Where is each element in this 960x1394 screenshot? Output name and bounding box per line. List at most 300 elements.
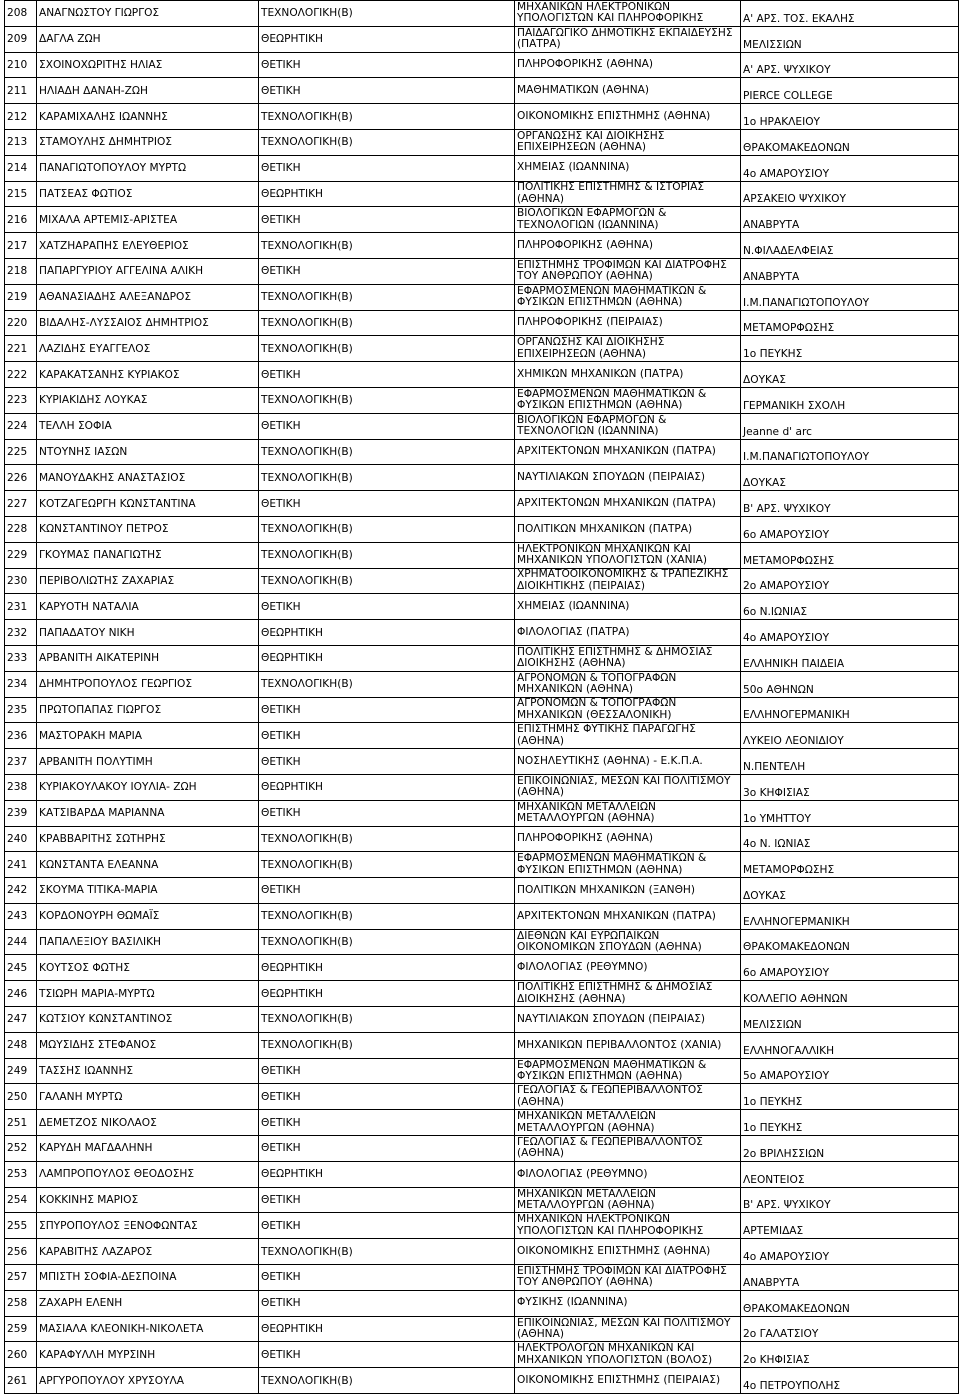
exam-field-cell: ΘΕΤΙΚΗ bbox=[259, 1084, 515, 1110]
row-number-cell: 209 bbox=[5, 26, 37, 52]
admitted-department-cell: ΟΡΓΑΝΩΣΗΣ ΚΑΙ ΔΙΟΙΚΗΣΗΣ ΕΠΙΧΕΙΡΗΣΕΩΝ (ΑΘΗΝΑ) bbox=[515, 336, 741, 362]
admitted-department-cell: ΠΟΛΙΤΙΚΗΣ ΕΠΙΣΤΗΜΗΣ & ΔΗΜΟΣΙΑΣ ΔΙΟΙΚΗΣΗΣ (ΑΘΗΝΑ) bbox=[515, 645, 741, 671]
table-row bbox=[5, 310, 959, 336]
row-number-cell: 237 bbox=[5, 749, 37, 775]
admitted-department-cell: ΜΗΧΑΝΙΚΩΝ ΜΕΤΑΛΛΕΙΩΝ ΜΕΤΑΛΛΟΥΡΓΩΝ (ΑΘΗΝΑ) bbox=[515, 1110, 741, 1136]
row-number-cell: 208 bbox=[5, 1, 37, 27]
exam-field-cell: ΘΕΤΙΚΗ bbox=[259, 413, 515, 439]
student-name-cell: ΜΑΣΙΑΛΑ ΚΛΕΟΝΙΚΗ-ΝΙΚΟΛΕΤΑ bbox=[37, 1316, 259, 1342]
admitted-department-cell: ΝΑΥΤΙΛΙΑΚΩΝ ΣΠΟΥΔΩΝ (ΠΕΙΡΑΙΑΣ) bbox=[515, 1007, 741, 1033]
student-name-cell: ΠΑΠΑΡΓΥΡΙΟΥ ΑΓΓΕΛΙΝΑ ΑΛΙΚΗ bbox=[37, 258, 259, 284]
high-school-cell: ΑΡΤΕΜΙΔΑΣ bbox=[741, 1213, 959, 1239]
high-school-cell: 3ο ΚΗΦΙΣΙΑΣ bbox=[741, 774, 959, 800]
exam-field-cell: ΘΕΩΡΗΤΙΚΗ bbox=[259, 774, 515, 800]
student-name-cell: ΔΗΜΗΤΡΟΠΟΥΛΟΣ ΓΕΩΡΓΙΟΣ bbox=[37, 671, 259, 697]
row-number-cell: 261 bbox=[5, 1368, 37, 1394]
high-school-cell: Ι.Μ.ΠΑΝΑΓΙΩΤΟΠΟΥΛΟΥ bbox=[741, 284, 959, 310]
table-row bbox=[5, 516, 959, 542]
high-school-cell: ΜΕΤΑΜΟΡΦΩΣΗΣ bbox=[741, 542, 959, 568]
admitted-department-cell: ΕΠΙΚΟΙΝΩΝΙΑΣ, ΜΕΣΩΝ ΚΑΙ ΠΟΛΙΤΙΣΜΟΥ (ΑΘΗΝΑ) bbox=[515, 1316, 741, 1342]
admitted-department-cell: ΕΠΙΣΤΗΜΗΣ ΦΥΤΙΚΗΣ ΠΑΡΑΓΩΓΗΣ (ΑΘΗΝΑ) bbox=[515, 723, 741, 749]
exam-field-cell: ΘΕΤΙΚΗ bbox=[259, 155, 515, 181]
row-number-cell: 218 bbox=[5, 258, 37, 284]
exam-field-cell: ΘΕΤΙΚΗ bbox=[259, 207, 515, 233]
admitted-department-cell: ΟΙΚΟΝΟΜΙΚΗΣ ΕΠΙΣΤΗΜΗΣ (ΑΘΗΝΑ) bbox=[515, 1239, 741, 1265]
row-number-cell: 250 bbox=[5, 1084, 37, 1110]
student-name-cell: ΚΟΥΤΣΟΣ ΦΩΤΗΣ bbox=[37, 955, 259, 981]
exam-field-cell: ΤΕΧΝΟΛΟΓΙΚΗ(Β) bbox=[259, 129, 515, 155]
table-row bbox=[5, 155, 959, 181]
exam-field-cell: ΘΕΩΡΗΤΙΚΗ bbox=[259, 645, 515, 671]
exam-field-cell: ΤΕΧΝΟΛΟΓΙΚΗ(Β) bbox=[259, 542, 515, 568]
exam-field-cell: ΤΕΧΝΟΛΟΓΙΚΗ(Β) bbox=[259, 284, 515, 310]
row-number-cell: 219 bbox=[5, 284, 37, 310]
row-number-cell: 242 bbox=[5, 878, 37, 904]
admitted-department-cell: ΠΟΛΙΤΙΚΩΝ ΜΗΧΑΝΙΚΩΝ (ΞΑΝΘΗ) bbox=[515, 878, 741, 904]
high-school-cell: 4ο ΑΜΑΡΟΥΣΙΟΥ bbox=[741, 155, 959, 181]
table-row bbox=[5, 852, 959, 878]
table-row bbox=[5, 981, 959, 1007]
admitted-department-cell: ΟΡΓΑΝΩΣΗΣ ΚΑΙ ΔΙΟΙΚΗΣΗΣ ΕΠΙΧΕΙΡΗΣΕΩΝ (ΑΘΗΝΑ) bbox=[515, 129, 741, 155]
admitted-department-cell: ΝΟΣΗΛΕΥΤΙΚΗΣ (ΑΘΗΝΑ) - Ε.Κ.Π.Α. bbox=[515, 749, 741, 775]
exam-field-cell: ΤΕΧΝΟΛΟΓΙΚΗ(Β) bbox=[259, 1239, 515, 1265]
high-school-cell: Jeanne d' arc bbox=[741, 413, 959, 439]
high-school-cell: 1ο ΠΕΥΚΗΣ bbox=[741, 1084, 959, 1110]
student-name-cell: ΚΟΚΚΙΝΗΣ ΜΑΡΙΟΣ bbox=[37, 1187, 259, 1213]
exam-field-cell: ΘΕΤΙΚΗ bbox=[259, 800, 515, 826]
student-name-cell: ΑΡΓΥΡΟΠΟΥΛΟΥ ΧΡΥΣΟΥΛΑ bbox=[37, 1368, 259, 1394]
row-number-cell: 256 bbox=[5, 1239, 37, 1265]
exam-field-cell: ΘΕΩΡΗΤΙΚΗ bbox=[259, 955, 515, 981]
table-row bbox=[5, 568, 959, 594]
admitted-department-cell: ΠΛΗΡΟΦΟΡΙΚΗΣ (ΠΕΙΡΑΙΑΣ) bbox=[515, 310, 741, 336]
high-school-cell: ΕΛΛΗΝΙΚΗ ΠΑΙΔΕΙΑ bbox=[741, 645, 959, 671]
admitted-department-cell: ΕΦΑΡΜΟΣΜΕΝΩΝ ΜΑΘΗΜΑΤΙΚΩΝ & ΦΥΣΙΚΩΝ ΕΠΙΣΤΗΜΩΝ (ΑΘΗΝΑ) bbox=[515, 284, 741, 310]
table-row bbox=[5, 878, 959, 904]
row-number-cell: 245 bbox=[5, 955, 37, 981]
admitted-department-cell: ΠΟΛΙΤΙΚΗΣ ΕΠΙΣΤΗΜΗΣ & ΔΗΜΟΣΙΑΣ ΔΙΟΙΚΗΣΗΣ (ΑΘΗΝΑ) bbox=[515, 981, 741, 1007]
table-row bbox=[5, 1187, 959, 1213]
high-school-cell: ΑΡΣΑΚΕΙΟ ΨΥΧΙΚΟΥ bbox=[741, 181, 959, 207]
exam-field-cell: ΤΕΧΝΟΛΟΓΙΚΗ(Β) bbox=[259, 310, 515, 336]
admitted-department-cell: ΑΡΧΙΤΕΚΤΟΝΩΝ ΜΗΧΑΝΙΚΩΝ (ΠΑΤΡΑ) bbox=[515, 439, 741, 465]
high-school-cell: ΓΕΡΜΑΝΙΚΗ ΣΧΟΛΗ bbox=[741, 387, 959, 413]
student-name-cell: ΚΑΡΥΔΗ ΜΑΓΔΑΛΗΝΗ bbox=[37, 1136, 259, 1162]
student-name-cell: ΠΑΠΑΔΑΤΟΥ ΝΙΚΗ bbox=[37, 620, 259, 646]
row-number-cell: 258 bbox=[5, 1290, 37, 1316]
admitted-department-cell: ΗΛΕΚΤΡΟΛΟΓΩΝ ΜΗΧΑΝΙΚΩΝ ΚΑΙ ΜΗΧΑΝΙΚΩΝ ΥΠΟΛΟΓΙΣΤΩΝ (ΒΟΛΟΣ) bbox=[515, 1342, 741, 1368]
student-name-cell: ΛΑΜΠΡΟΠΟΥΛΟΣ ΘΕΟΔΟΣΗΣ bbox=[37, 1161, 259, 1187]
student-name-cell: ΤΕΛΛΗ ΣΟΦΙΑ bbox=[37, 413, 259, 439]
row-number-cell: 221 bbox=[5, 336, 37, 362]
student-name-cell: ΣΠΥΡΟΠΟΥΛΟΣ ΞΕΝΟΦΩΝΤΑΣ bbox=[37, 1213, 259, 1239]
student-name-cell: ΝΤΟΥΝΗΣ ΙΑΣΩΝ bbox=[37, 439, 259, 465]
high-school-cell: ΔΟΥΚΑΣ bbox=[741, 362, 959, 388]
high-school-cell: ΜΕΤΑΜΟΡΦΩΣΗΣ bbox=[741, 852, 959, 878]
exam-field-cell: ΘΕΤΙΚΗ bbox=[259, 723, 515, 749]
table-row bbox=[5, 903, 959, 929]
table-row bbox=[5, 1032, 959, 1058]
high-school-cell: ΘΡΑΚΟΜΑΚΕΔΟΝΩΝ bbox=[741, 929, 959, 955]
admitted-department-cell: ΧΗΜΕΙΑΣ (ΙΩΑΝΝΙΝΑ) bbox=[515, 594, 741, 620]
row-number-cell: 260 bbox=[5, 1342, 37, 1368]
admitted-department-cell: ΔΙΕΘΝΩΝ ΚΑΙ ΕΥΡΩΠΑΪΚΩΝ ΟΙΚΟΝΟΜΙΚΩΝ ΣΠΟΥΔΩΝ (ΑΘΗΝΑ) bbox=[515, 929, 741, 955]
table-row bbox=[5, 207, 959, 233]
table-row bbox=[5, 387, 959, 413]
exam-field-cell: ΘΕΤΙΚΗ bbox=[259, 1136, 515, 1162]
student-name-cell: ΗΛΙΑΔΗ ΔΑΝΑΗ-ΖΩΗ bbox=[37, 78, 259, 104]
student-name-cell: ΖΑΧΑΡΗ ΕΛΕΝΗ bbox=[37, 1290, 259, 1316]
exam-field-cell: ΤΕΧΝΟΛΟΓΙΚΗ(Β) bbox=[259, 516, 515, 542]
admitted-department-cell: ΓΕΩΛΟΓΙΑΣ & ΓΕΩΠΕΡΙΒΑΛΛΟΝΤΟΣ (ΑΘΗΝΑ) bbox=[515, 1136, 741, 1162]
exam-field-cell: ΘΕΩΡΗΤΙΚΗ bbox=[259, 26, 515, 52]
student-name-cell: ΠΑΝΑΓΙΩΤΟΠΟΥΛΟΥ ΜΥΡΤΩ bbox=[37, 155, 259, 181]
row-number-cell: 222 bbox=[5, 362, 37, 388]
row-number-cell: 216 bbox=[5, 207, 37, 233]
student-name-cell: ΚΑΤΣΙΒΑΡΔΑ ΜΑΡΙΑΝΝΑ bbox=[37, 800, 259, 826]
student-name-cell: ΓΚΟΥΜΑΣ ΠΑΝΑΓΙΩΤΗΣ bbox=[37, 542, 259, 568]
row-number-cell: 235 bbox=[5, 697, 37, 723]
admitted-department-cell: ΕΠΙΣΤΗΜΗΣ ΤΡΟΦΙΜΩΝ ΚΑΙ ΔΙΑΤΡΟΦΗΣ ΤΟΥ ΑΝΘΡΩΠΟΥ (ΑΘΗΝΑ) bbox=[515, 1265, 741, 1291]
table-row bbox=[5, 1368, 959, 1394]
high-school-cell: PIERCE COLLEGE bbox=[741, 78, 959, 104]
table-row bbox=[5, 129, 959, 155]
table-row bbox=[5, 1136, 959, 1162]
exam-field-cell: ΤΕΧΝΟΛΟΓΙΚΗ(Β) bbox=[259, 1, 515, 27]
table-row bbox=[5, 774, 959, 800]
table-row bbox=[5, 1316, 959, 1342]
exam-field-cell: ΤΕΧΝΟΛΟΓΙΚΗ(Β) bbox=[259, 852, 515, 878]
high-school-cell: Β' ΑΡΣ. ΨΥΧΙΚΟΥ bbox=[741, 1187, 959, 1213]
admitted-department-cell: ΑΡΧΙΤΕΚΤΟΝΩΝ ΜΗΧΑΝΙΚΩΝ (ΠΑΤΡΑ) bbox=[515, 491, 741, 517]
table-row bbox=[5, 1, 959, 27]
student-name-cell: ΠΑΠΑΛΕΞΙΟΥ ΒΑΣΙΛΙΚΗ bbox=[37, 929, 259, 955]
student-name-cell: ΚΟΤΖΑΓΕΩΡΓΗ ΚΩΝΣΤΑΝΤΙΝΑ bbox=[37, 491, 259, 517]
row-number-cell: 213 bbox=[5, 129, 37, 155]
exam-field-cell: ΘΕΤΙΚΗ bbox=[259, 1058, 515, 1084]
row-number-cell: 215 bbox=[5, 181, 37, 207]
table-row bbox=[5, 800, 959, 826]
student-name-cell: ΚΩΝΣΤΑΝΤΙΝΟΥ ΠΕΤΡΟΣ bbox=[37, 516, 259, 542]
high-school-cell: 1ο ΠΕΥΚΗΣ bbox=[741, 336, 959, 362]
row-number-cell: 254 bbox=[5, 1187, 37, 1213]
table-row bbox=[5, 413, 959, 439]
admitted-department-cell: ΦΙΛΟΛΟΓΙΑΣ (ΠΑΤΡΑ) bbox=[515, 620, 741, 646]
high-school-cell: ΘΡΑΚΟΜΑΚΕΔΟΝΩΝ bbox=[741, 1290, 959, 1316]
row-number-cell: 225 bbox=[5, 439, 37, 465]
admitted-department-cell: ΠΟΛΙΤΙΚΩΝ ΜΗΧΑΝΙΚΩΝ (ΠΑΤΡΑ) bbox=[515, 516, 741, 542]
admitted-department-cell: ΜΗΧΑΝΙΚΩΝ ΠΕΡΙΒΑΛΛΟΝΤΟΣ (ΧΑΝΙΑ) bbox=[515, 1032, 741, 1058]
row-number-cell: 244 bbox=[5, 929, 37, 955]
admitted-department-cell: ΦΥΣΙΚΗΣ (ΙΩΑΝΝΙΝΑ) bbox=[515, 1290, 741, 1316]
student-name-cell: ΠΕΡΙΒΟΛΙΩΤΗΣ ΖΑΧΑΡΙΑΣ bbox=[37, 568, 259, 594]
table-row bbox=[5, 336, 959, 362]
table-row bbox=[5, 362, 959, 388]
admitted-department-cell: ΟΙΚΟΝΟΜΙΚΗΣ ΕΠΙΣΤΗΜΗΣ (ΠΕΙΡΑΙΑΣ) bbox=[515, 1368, 741, 1394]
exam-field-cell: ΘΕΩΡΗΤΙΚΗ bbox=[259, 181, 515, 207]
student-name-cell: ΔΕΜΕΤΖΟΣ ΝΙΚΟΛΑΟΣ bbox=[37, 1110, 259, 1136]
high-school-cell: 1ο ΠΕΥΚΗΣ bbox=[741, 1110, 959, 1136]
exam-field-cell: ΘΕΤΙΚΗ bbox=[259, 878, 515, 904]
table-row bbox=[5, 1058, 959, 1084]
exam-field-cell: ΤΕΧΝΟΛΟΓΙΚΗ(Β) bbox=[259, 1007, 515, 1033]
student-name-cell: ΠΑΤΣΕΑΣ ΦΩΤΙΟΣ bbox=[37, 181, 259, 207]
student-name-cell: ΚΥΡΙΑΚΙΔΗΣ ΛΟΥΚΑΣ bbox=[37, 387, 259, 413]
high-school-cell: Ν.ΠΕΝΤΕΛΗ bbox=[741, 749, 959, 775]
row-number-cell: 252 bbox=[5, 1136, 37, 1162]
row-number-cell: 251 bbox=[5, 1110, 37, 1136]
high-school-cell: ΕΛΛΗΝΟΓΑΛΛΙΚΗ bbox=[741, 1032, 959, 1058]
row-number-cell: 224 bbox=[5, 413, 37, 439]
student-name-cell: ΚΑΡΑΜΙΧΑΛΗΣ ΙΩΑΝΝΗΣ bbox=[37, 104, 259, 130]
admitted-department-cell: ΧΡΗΜΑΤΟΟΙΚΟΝΟΜΙΚΗΣ & ΤΡΑΠΕΖΙΚΗΣ ΔΙΟΙΚΗΤΙΚΗΣ (ΠΕΙΡΑΙΑΣ) bbox=[515, 568, 741, 594]
student-name-cell: ΣΧΟΙΝΟΧΩΡΙΤΗΣ ΗΛΙΑΣ bbox=[37, 52, 259, 78]
table-row bbox=[5, 645, 959, 671]
high-school-cell: Ν.ΦΙΛΑΔΕΛΦΕΙΑΣ bbox=[741, 233, 959, 259]
row-number-cell: 246 bbox=[5, 981, 37, 1007]
high-school-cell: ΕΛΛΗΝΟΓΕΡΜΑΝΙΚΗ bbox=[741, 697, 959, 723]
admitted-department-cell: ΕΦΑΡΜΟΣΜΕΝΩΝ ΜΑΘΗΜΑΤΙΚΩΝ & ΦΥΣΙΚΩΝ ΕΠΙΣΤΗΜΩΝ (ΑΘΗΝΑ) bbox=[515, 387, 741, 413]
admitted-department-cell: ΕΦΑΡΜΟΣΜΕΝΩΝ ΜΑΘΗΜΑΤΙΚΩΝ & ΦΥΣΙΚΩΝ ΕΠΙΣΤΗΜΩΝ (ΑΘΗΝΑ) bbox=[515, 852, 741, 878]
high-school-cell: 2ο ΓΑΛΑΤΣΙΟΥ bbox=[741, 1316, 959, 1342]
high-school-cell: 2ο ΑΜΑΡΟΥΣΙΟΥ bbox=[741, 568, 959, 594]
row-number-cell: 236 bbox=[5, 723, 37, 749]
admitted-department-cell: ΠΛΗΡΟΦΟΡΙΚΗΣ (ΑΘΗΝΑ) bbox=[515, 826, 741, 852]
high-school-cell: 4ο ΑΜΑΡΟΥΣΙΟΥ bbox=[741, 620, 959, 646]
table-row bbox=[5, 542, 959, 568]
row-number-cell: 248 bbox=[5, 1032, 37, 1058]
exam-field-cell: ΤΕΧΝΟΛΟΓΙΚΗ(Β) bbox=[259, 826, 515, 852]
exam-field-cell: ΘΕΤΙΚΗ bbox=[259, 362, 515, 388]
high-school-cell: 1ο ΥΜΗΤΤΟΥ bbox=[741, 800, 959, 826]
high-school-cell: Ι.Μ.ΠΑΝΑΓΙΩΤΟΠΟΥΛΟΥ bbox=[741, 439, 959, 465]
high-school-cell: ΜΕΛΙΣΣΙΩΝ bbox=[741, 1007, 959, 1033]
table-row bbox=[5, 1161, 959, 1187]
admitted-department-cell: ΠΑΙΔΑΓΩΓΙΚΟ ΔΗΜΟΤΙΚΗΣ ΕΚΠΑΙΔΕΥΣΗΣ (ΠΑΤΡΑ) bbox=[515, 26, 741, 52]
exam-field-cell: ΤΕΧΝΟΛΟΓΙΚΗ(Β) bbox=[259, 336, 515, 362]
student-name-cell: ΓΑΛΑΝΗ ΜΥΡΤΩ bbox=[37, 1084, 259, 1110]
student-name-cell: ΤΑΣΣΗΣ ΙΩΑΝΝΗΣ bbox=[37, 1058, 259, 1084]
exam-field-cell: ΤΕΧΝΟΛΟΓΙΚΗ(Β) bbox=[259, 1368, 515, 1394]
table-row bbox=[5, 233, 959, 259]
student-name-cell: ΚΡΑΒΒΑΡΙΤΗΣ ΣΩΤΗΡΗΣ bbox=[37, 826, 259, 852]
admitted-department-cell: ΗΛΕΚΤΡΟΝΙΚΩΝ ΜΗΧΑΝΙΚΩΝ ΚΑΙ ΜΗΧΑΝΙΚΩΝ ΥΠΟΛΟΓΙΣΤΩΝ (ΧΑΝΙΑ) bbox=[515, 542, 741, 568]
table-row bbox=[5, 620, 959, 646]
exam-field-cell: ΘΕΤΙΚΗ bbox=[259, 1265, 515, 1291]
table-row bbox=[5, 1290, 959, 1316]
row-number-cell: 233 bbox=[5, 645, 37, 671]
table-row bbox=[5, 1342, 959, 1368]
table-row bbox=[5, 749, 959, 775]
table-row bbox=[5, 697, 959, 723]
admitted-department-cell: ΑΡΧΙΤΕΚΤΟΝΩΝ ΜΗΧΑΝΙΚΩΝ (ΠΑΤΡΑ) bbox=[515, 903, 741, 929]
row-number-cell: 241 bbox=[5, 852, 37, 878]
student-name-cell: ΚΑΡΑΦΥΛΛΗ ΜΥΡΣΙΝΗ bbox=[37, 1342, 259, 1368]
student-name-cell: ΔΑΓΛΑ ΖΩΗ bbox=[37, 26, 259, 52]
student-name-cell: ΣΚΟΥΜΑ ΤΙΤΙΚΑ-ΜΑΡΙΑ bbox=[37, 878, 259, 904]
high-school-cell: 6ο ΑΜΑΡΟΥΣΙΟΥ bbox=[741, 516, 959, 542]
high-school-cell: Α' ΑΡΣ. ΨΥΧΙΚΟΥ bbox=[741, 52, 959, 78]
table-row bbox=[5, 181, 959, 207]
row-number-cell: 247 bbox=[5, 1007, 37, 1033]
high-school-cell: 2ο ΚΗΦΙΣΙΑΣ bbox=[741, 1342, 959, 1368]
student-name-cell: ΒΙΔΑΛΗΣ-ΛΥΣΣΑΙΟΣ ΔΗΜΗΤΡΙΟΣ bbox=[37, 310, 259, 336]
high-school-cell: 4ο ΑΜΑΡΟΥΣΙΟΥ bbox=[741, 1239, 959, 1265]
admitted-department-cell: ΦΙΛΟΛΟΓΙΑΣ (ΡΕΘΥΜΝΟ) bbox=[515, 955, 741, 981]
admitted-department-cell: ΠΟΛΙΤΙΚΗΣ ΕΠΙΣΤΗΜΗΣ & ΙΣΤΟΡΙΑΣ (ΑΘΗΝΑ) bbox=[515, 181, 741, 207]
table-row bbox=[5, 1110, 959, 1136]
row-number-cell: 226 bbox=[5, 465, 37, 491]
table-row bbox=[5, 1213, 959, 1239]
table-row bbox=[5, 826, 959, 852]
row-number-cell: 211 bbox=[5, 78, 37, 104]
table-row bbox=[5, 671, 959, 697]
high-school-cell: ΔΟΥΚΑΣ bbox=[741, 465, 959, 491]
table-row bbox=[5, 955, 959, 981]
exam-field-cell: ΤΕΧΝΟΛΟΓΙΚΗ(Β) bbox=[259, 465, 515, 491]
high-school-cell: ΚΟΛΛΕΓΙΟ ΑΘΗΝΩΝ bbox=[741, 981, 959, 1007]
admitted-department-cell: ΕΦΑΡΜΟΣΜΕΝΩΝ ΜΑΘΗΜΑΤΙΚΩΝ & ΦΥΣΙΚΩΝ ΕΠΙΣΤΗΜΩΝ (ΑΘΗΝΑ) bbox=[515, 1058, 741, 1084]
row-number-cell: 255 bbox=[5, 1213, 37, 1239]
high-school-cell: 1ο ΗΡΑΚΛΕΙΟΥ bbox=[741, 104, 959, 130]
student-name-cell: ΚΑΡΑΒΙΤΗΣ ΛΑΖΑΡΟΣ bbox=[37, 1239, 259, 1265]
results-table-body bbox=[5, 1, 959, 1394]
table-row bbox=[5, 258, 959, 284]
exam-field-cell: ΘΕΩΡΗΤΙΚΗ bbox=[259, 620, 515, 646]
results-table bbox=[4, 0, 959, 1394]
exam-field-cell: ΤΕΧΝΟΛΟΓΙΚΗ(Β) bbox=[259, 233, 515, 259]
exam-field-cell: ΘΕΤΙΚΗ bbox=[259, 78, 515, 104]
student-name-cell: ΤΣΙΩΡΗ ΜΑΡΙΑ-ΜΥΡΤΩ bbox=[37, 981, 259, 1007]
exam-field-cell: ΤΕΧΝΟΛΟΓΙΚΗ(Β) bbox=[259, 439, 515, 465]
table-row bbox=[5, 465, 959, 491]
row-number-cell: 243 bbox=[5, 903, 37, 929]
exam-field-cell: ΘΕΩΡΗΤΙΚΗ bbox=[259, 1316, 515, 1342]
admitted-department-cell: ΠΛΗΡΟΦΟΡΙΚΗΣ (ΑΘΗΝΑ) bbox=[515, 52, 741, 78]
exam-field-cell: ΘΕΤΙΚΗ bbox=[259, 52, 515, 78]
high-school-cell: ΘΡΑΚΟΜΑΚΕΔΟΝΩΝ bbox=[741, 129, 959, 155]
high-school-cell: Α' ΑΡΣ. ΤΟΣ. ΕΚΑΛΗΣ bbox=[741, 1, 959, 27]
exam-field-cell: ΘΕΤΙΚΗ bbox=[259, 594, 515, 620]
student-name-cell: ΑΘΑΝΑΣΙΑΔΗΣ ΑΛΕΞΑΝΔΡΟΣ bbox=[37, 284, 259, 310]
table-row bbox=[5, 723, 959, 749]
high-school-cell: Β' ΑΡΣ. ΨΥΧΙΚΟΥ bbox=[741, 491, 959, 517]
student-name-cell: ΚΥΡΙΑΚΟΥΛΑΚΟΥ ΙΟΥΛΙΑ- ΖΩΗ bbox=[37, 774, 259, 800]
high-school-cell: 4ο Ν. ΙΩΝΙΑΣ bbox=[741, 826, 959, 852]
admitted-department-cell: ΧΗΜΕΙΑΣ (ΙΩΑΝΝΙΝΑ) bbox=[515, 155, 741, 181]
exam-field-cell: ΤΕΧΝΟΛΟΓΙΚΗ(Β) bbox=[259, 671, 515, 697]
table-row bbox=[5, 1007, 959, 1033]
admitted-department-cell: ΜΗΧΑΝΙΚΩΝ ΜΕΤΑΛΛΕΙΩΝ ΜΕΤΑΛΛΟΥΡΓΩΝ (ΑΘΗΝΑ) bbox=[515, 1187, 741, 1213]
row-number-cell: 229 bbox=[5, 542, 37, 568]
high-school-cell: ΕΛΛΗΝΟΓΕΡΜΑΝΙΚΗ bbox=[741, 903, 959, 929]
row-number-cell: 210 bbox=[5, 52, 37, 78]
table-row bbox=[5, 1084, 959, 1110]
table-row bbox=[5, 52, 959, 78]
student-name-cell: ΜΩΥΣΙΔΗΣ ΣΤΕΦΑΝΟΣ bbox=[37, 1032, 259, 1058]
table-row bbox=[5, 1239, 959, 1265]
high-school-cell: ΑΝΑΒΡΥΤΑ bbox=[741, 258, 959, 284]
row-number-cell: 238 bbox=[5, 774, 37, 800]
table-row bbox=[5, 1265, 959, 1291]
admitted-department-cell: ΕΠΙΣΤΗΜΗΣ ΤΡΟΦΙΜΩΝ ΚΑΙ ΔΙΑΤΡΟΦΗΣ ΤΟΥ ΑΝΘΡΩΠΟΥ (ΑΘΗΝΑ) bbox=[515, 258, 741, 284]
exam-field-cell: ΤΕΧΝΟΛΟΓΙΚΗ(Β) bbox=[259, 387, 515, 413]
admitted-department-cell: ΠΛΗΡΟΦΟΡΙΚΗΣ (ΑΘΗΝΑ) bbox=[515, 233, 741, 259]
high-school-cell: 50ο ΑΘΗΝΩΝ bbox=[741, 671, 959, 697]
table-row bbox=[5, 491, 959, 517]
admitted-department-cell: ΜΗΧΑΝΙΚΩΝ ΗΛΕΚΤΡΟΝΙΚΩΝ ΥΠΟΛΟΓΙΣΤΩΝ ΚΑΙ ΠΛΗΡΟΦΟΡΙΚΗΣ bbox=[515, 1, 741, 27]
table-row bbox=[5, 78, 959, 104]
exam-field-cell: ΘΕΤΙΚΗ bbox=[259, 258, 515, 284]
student-name-cell: ΜΑΝΟΥΔΑΚΗΣ ΑΝΑΣΤΑΣΙΟΣ bbox=[37, 465, 259, 491]
table-row bbox=[5, 439, 959, 465]
exam-field-cell: ΘΕΤΙΚΗ bbox=[259, 697, 515, 723]
high-school-cell: ΑΝΑΒΡΥΤΑ bbox=[741, 1265, 959, 1291]
high-school-cell: ΔΟΥΚΑΣ bbox=[741, 878, 959, 904]
exam-field-cell: ΘΕΤΙΚΗ bbox=[259, 491, 515, 517]
table-row bbox=[5, 26, 959, 52]
row-number-cell: 257 bbox=[5, 1265, 37, 1291]
exam-field-cell: ΘΕΩΡΗΤΙΚΗ bbox=[259, 981, 515, 1007]
exam-field-cell: ΘΕΤΙΚΗ bbox=[259, 1342, 515, 1368]
admitted-department-cell: ΦΙΛΟΛΟΓΙΑΣ (ΡΕΘΥΜΝΟ) bbox=[515, 1161, 741, 1187]
row-number-cell: 214 bbox=[5, 155, 37, 181]
high-school-cell: 5ο ΑΜΑΡΟΥΣΙΟΥ bbox=[741, 1058, 959, 1084]
exam-field-cell: ΤΕΧΝΟΛΟΓΙΚΗ(Β) bbox=[259, 903, 515, 929]
student-name-cell: ΚΑΡΥΟΤΗ ΝΑΤΑΛΙΑ bbox=[37, 594, 259, 620]
exam-field-cell: ΤΕΧΝΟΛΟΓΙΚΗ(Β) bbox=[259, 568, 515, 594]
row-number-cell: 253 bbox=[5, 1161, 37, 1187]
admitted-department-cell: ΒΙΟΛΟΓΙΚΩΝ ΕΦΑΡΜΟΓΩΝ & ΤΕΧΝΟΛΟΓΙΩΝ (ΙΩΑΝΝΙΝΑ) bbox=[515, 413, 741, 439]
admitted-department-cell: ΟΙΚΟΝΟΜΙΚΗΣ ΕΠΙΣΤΗΜΗΣ (ΑΘΗΝΑ) bbox=[515, 104, 741, 130]
admitted-department-cell: ΜΑΘΗΜΑΤΙΚΩΝ (ΑΘΗΝΑ) bbox=[515, 78, 741, 104]
table-row bbox=[5, 284, 959, 310]
row-number-cell: 234 bbox=[5, 671, 37, 697]
table-row bbox=[5, 594, 959, 620]
row-number-cell: 217 bbox=[5, 233, 37, 259]
high-school-cell: 6ο Ν.ΙΩΝΙΑΣ bbox=[741, 594, 959, 620]
high-school-cell: ΜΕΛΙΣΣΙΩΝ bbox=[741, 26, 959, 52]
row-number-cell: 228 bbox=[5, 516, 37, 542]
admitted-department-cell: ΓΕΩΛΟΓΙΑΣ & ΓΕΩΠΕΡΙΒΑΛΛΟΝΤΟΣ (ΑΘΗΝΑ) bbox=[515, 1084, 741, 1110]
admitted-department-cell: ΝΑΥΤΙΛΙΑΚΩΝ ΣΠΟΥΔΩΝ (ΠΕΙΡΑΙΑΣ) bbox=[515, 465, 741, 491]
student-name-cell: ΛΑΖΙΔΗΣ ΕΥΑΓΓΕΛΟΣ bbox=[37, 336, 259, 362]
student-name-cell: ΑΝΑΓΝΩΣΤΟΥ ΓΙΩΡΓΟΣ bbox=[37, 1, 259, 27]
row-number-cell: 259 bbox=[5, 1316, 37, 1342]
student-name-cell: ΚΟΡΔΟΝΟΥΡΗ ΘΩΜΑΪΣ bbox=[37, 903, 259, 929]
exam-field-cell: ΘΕΩΡΗΤΙΚΗ bbox=[259, 1161, 515, 1187]
student-name-cell: ΠΡΩΤΟΠΑΠΑΣ ΓΙΩΡΓΟΣ bbox=[37, 697, 259, 723]
high-school-cell: ΛΥΚΕΙΟ ΛΕΟΝΙΔΙΟΥ bbox=[741, 723, 959, 749]
student-name-cell: ΜΙΧΑΛΑ ΑΡΤΕΜΙΣ-ΑΡΙΣΤΕΑ bbox=[37, 207, 259, 233]
row-number-cell: 212 bbox=[5, 104, 37, 130]
high-school-cell: ΜΕΤΑΜΟΡΦΩΣΗΣ bbox=[741, 310, 959, 336]
student-name-cell: ΜΠΙΣΤΗ ΣΟΦΙΑ-ΔΕΣΠΟΙΝΑ bbox=[37, 1265, 259, 1291]
student-name-cell: ΑΡΒΑΝΙΤΗ ΑΙΚΑΤΕΡΙΝΗ bbox=[37, 645, 259, 671]
row-number-cell: 223 bbox=[5, 387, 37, 413]
high-school-cell: ΛΕΟΝΤΕΙΟΣ bbox=[741, 1161, 959, 1187]
admitted-department-cell: ΑΓΡΟΝΟΜΩΝ & ΤΟΠΟΓΡΑΦΩΝ ΜΗΧΑΝΙΚΩΝ (ΘΕΣΣΑΛΟΝΙΚΗ) bbox=[515, 697, 741, 723]
row-number-cell: 240 bbox=[5, 826, 37, 852]
row-number-cell: 227 bbox=[5, 491, 37, 517]
high-school-cell: 6ο ΑΜΑΡΟΥΣΙΟΥ bbox=[741, 955, 959, 981]
row-number-cell: 230 bbox=[5, 568, 37, 594]
exam-field-cell: ΘΕΤΙΚΗ bbox=[259, 1213, 515, 1239]
admitted-department-cell: ΕΠΙΚΟΙΝΩΝΙΑΣ, ΜΕΣΩΝ ΚΑΙ ΠΟΛΙΤΙΣΜΟΥ (ΑΘΗΝΑ) bbox=[515, 774, 741, 800]
student-name-cell: ΚΩΝΣΤΑΝΤΑ ΕΛΕΑΝΝΑ bbox=[37, 852, 259, 878]
exam-field-cell: ΤΕΧΝΟΛΟΓΙΚΗ(Β) bbox=[259, 104, 515, 130]
admitted-department-cell: ΑΓΡΟΝΟΜΩΝ & ΤΟΠΟΓΡΑΦΩΝ ΜΗΧΑΝΙΚΩΝ (ΑΘΗΝΑ) bbox=[515, 671, 741, 697]
